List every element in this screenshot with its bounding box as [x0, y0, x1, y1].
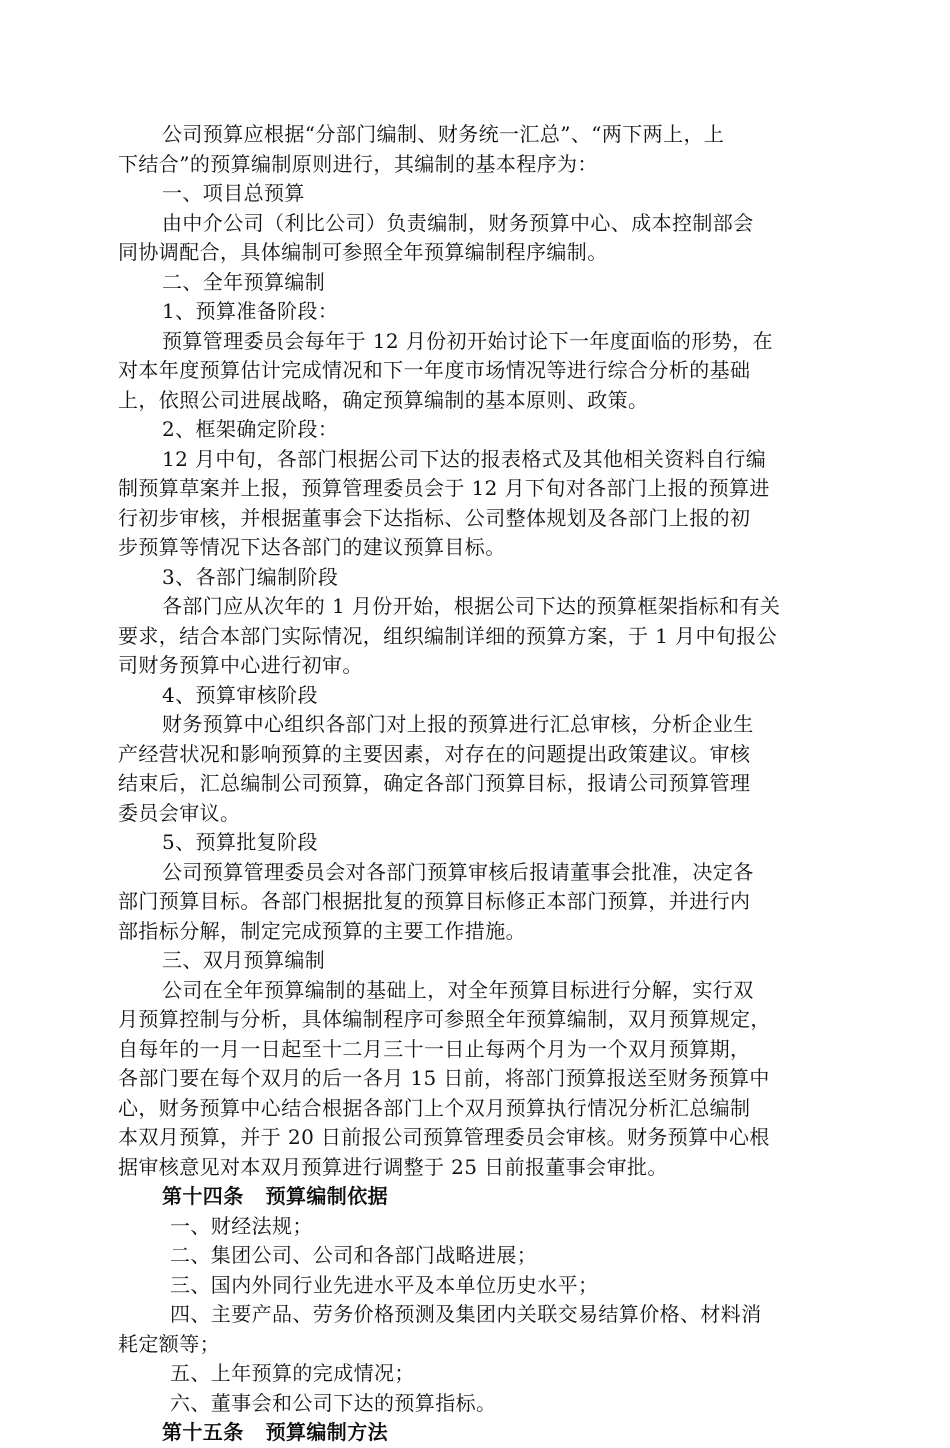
paragraph-line: 财务预算中心组织各部门对上报的预算进行汇总审核，分析企业生 — [162, 712, 754, 736]
basis-item: 五、上年预算的完成情况； — [170, 1361, 415, 1385]
paragraph-line: 对本年度预算估计完成情况和下一年度市场情况等进行综合分析的基础 — [118, 358, 751, 382]
paragraph-line: 部门预算目标。各部门根据批复的预算目标修正本部门预算，并进行内 — [118, 889, 751, 913]
paragraph-line: 各部门要在每个双月的后一各月 15 日前，将部门预算报送至财务预算中 — [118, 1066, 770, 1090]
article-15-heading — [118, 1418, 832, 1448]
article-14-heading — [118, 1182, 832, 1212]
paragraph-line: 上，依照公司进展战略，确定预算编制的基本原则、政策。 — [118, 387, 649, 412]
paragraph-line: 心，财务预算中心结合根据各部门上个双月预算执行情况分析汇总编制 — [118, 1095, 751, 1120]
basis-item-continuation: 耗定额等； — [118, 1331, 220, 1356]
paragraph-line: 行初步审核，并根据董事会下达指标、公司整体规划及各部门上报的初 — [118, 505, 751, 530]
paragraph-line: 下结合”的预算编制原则进行，其编制的基本程序为： — [118, 151, 598, 176]
paragraph-line: 由中介公司（利比公司）负责编制，财务预算中心、成本控制部会 — [162, 210, 754, 235]
paragraph-line: 公司预算应根据“分部门编制、财务统一汇总”、“两下两上，上 — [162, 122, 725, 146]
basis-item: 三、国内外同行业先进水平及本单位历史水平； — [170, 1272, 599, 1297]
paragraph-line: 本双月预算，并于 20 日前报公司预算管理委员会审核。财务预算中心根 — [118, 1125, 770, 1149]
paragraph-line: 委员会审议。 — [118, 800, 241, 825]
paragraph-line: 同协调配合，具体编制可参照全年预算编制程序编制。 — [118, 240, 608, 264]
step-heading: 3、各部门编制阶段 — [162, 564, 339, 589]
basis-item: 一、财经法规； — [170, 1213, 313, 1238]
paragraph-line: 各部门应从次年的 1 月份开始，根据公司下达的预算框架指标和有关 — [162, 594, 781, 618]
paragraph-line: 结束后，汇总编制公司预算，确定各部门预算目标，报请公司预算管理 — [118, 771, 751, 795]
paragraph-line: 制预算草案并上报，预算管理委员会于 12 月下旬对各部门上报的预算进 — [118, 476, 770, 500]
paragraph-line: 要求，结合本部门实际情况，组织编制详细的预算方案，于 1 月中旬报公 — [118, 623, 778, 648]
article-title: 预算编制依据 — [265, 1184, 389, 1208]
paragraph-line: 12 月中旬，各部门根据公司下达的报表格式及其他相关资料自行编 — [162, 446, 767, 471]
section-heading: 二、全年预算编制 — [162, 269, 326, 294]
step-heading: 1、预算准备阶段： — [162, 299, 339, 323]
paragraph-line: 公司预算管理委员会对各部门预算审核后报请董事会批准，决定各 — [162, 859, 754, 884]
article-number: 第十四条 — [162, 1184, 244, 1208]
article-title: 预算编制方法 — [265, 1420, 389, 1444]
step-heading: 5、预算批复阶段 — [162, 830, 318, 854]
document-body — [118, 120, 832, 1448]
paragraph-line: 司财务预算中心进行初审。 — [118, 653, 363, 677]
section-heading: 一、项目总预算 — [162, 181, 305, 205]
paragraph-line: 预算管理委员会每年于 12 月份初开始讨论下一年度面临的形势，在 — [162, 328, 773, 353]
basis-item: 二、集团公司、公司和各部门战略进展； — [170, 1243, 538, 1267]
paragraph-line: 自每年的一月一日起至十二月三十一日止每两个月为一个双月预算期， — [118, 1036, 751, 1061]
article-number: 第十五条 — [162, 1420, 244, 1444]
paragraph-line: 产经营状况和影响预算的主要因素，对存在的问题提出政策建议。审核 — [118, 741, 751, 766]
paragraph-line: 部指标分解，制定完成预算的主要工作措施。 — [118, 918, 526, 943]
step-heading: 4、预算审核阶段 — [162, 682, 318, 707]
section-heading: 三、双月预算编制 — [162, 948, 326, 972]
basis-item: 六、董事会和公司下达的预算指标。 — [170, 1390, 497, 1415]
paragraph-line: 步预算等情况下达各部门的建议预算目标。 — [118, 535, 506, 559]
paragraph-line: 据审核意见对本双月预算进行调整于 25 日前报董事会审批。 — [118, 1154, 668, 1179]
step-heading: 2、框架确定阶段： — [162, 417, 339, 441]
paragraph-line: 公司在全年预算编制的基础上，对全年预算目标进行分解，实行双 — [162, 977, 754, 1002]
basis-item: 四、主要产品、劳务价格预测及集团内关联交易结算价格、材料消 — [170, 1302, 762, 1326]
paragraph-line: 月预算控制与分析，具体编制程序可参照全年预算编制，双月预算规定， — [118, 1007, 771, 1031]
